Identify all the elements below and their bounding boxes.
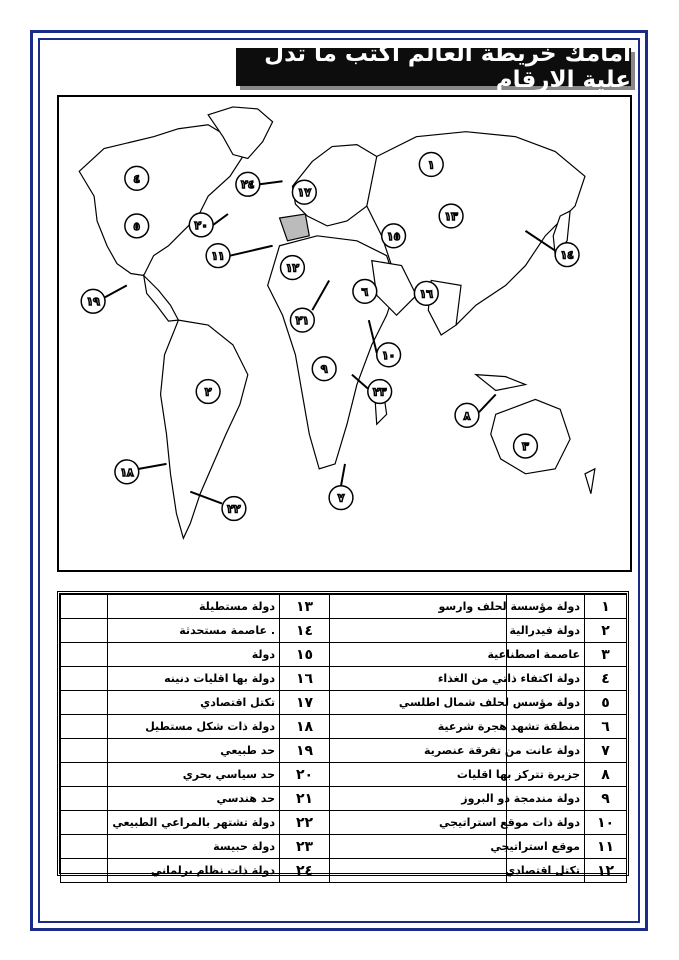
table-row — [61, 739, 627, 763]
item-description: دولة حبيسة — [108, 835, 280, 859]
map-marker-label: ١٣ — [444, 209, 458, 223]
item-description: دولة مستطيلة — [108, 595, 280, 619]
item-description: دولة ذات نظام برلماني — [108, 859, 280, 883]
item-number: ١٦ — [280, 667, 330, 691]
item-number: ١١ — [585, 835, 627, 859]
item-description: دولة ذات شكل مستطيل — [108, 715, 280, 739]
item-number: ٢٣ — [280, 835, 330, 859]
arrow — [230, 246, 273, 256]
item-number: ١٠ — [585, 811, 627, 835]
arrow — [213, 214, 228, 225]
arrow — [139, 464, 167, 469]
answer-cell[interactable] — [61, 595, 108, 619]
map-marker-label: ١٨ — [120, 465, 134, 479]
world-map-drawing — [59, 97, 630, 570]
answer-cell[interactable] — [330, 643, 507, 667]
item-description: دولة بها اقليات دنينه — [108, 667, 280, 691]
item-number: ٢٠ — [280, 763, 330, 787]
worksheet-title: امامك خريطة العالم اكتب ما تدل علية الارقام — [236, 48, 631, 86]
answer-cell[interactable] — [61, 739, 108, 763]
new-zealand-outline — [585, 469, 595, 494]
map-marker-label: ١١ — [211, 249, 225, 263]
item-number: ١٤ — [280, 619, 330, 643]
answer-cell[interactable] — [61, 787, 108, 811]
central-america-outline — [144, 275, 179, 321]
map-marker-label: ٣ — [522, 440, 529, 454]
map-marker-label: ٢٢ — [227, 502, 241, 516]
answer-cell[interactable] — [61, 859, 108, 883]
item-description: موقع استراتيجي — [507, 835, 585, 859]
table-row — [61, 835, 627, 859]
arrow — [341, 464, 345, 486]
answer-cell[interactable] — [61, 763, 108, 787]
answer-cell[interactable] — [61, 643, 108, 667]
item-number: ١٨ — [280, 715, 330, 739]
questions-table — [57, 591, 629, 879]
answer-cell[interactable] — [330, 859, 507, 883]
item-number: ٩ — [585, 787, 627, 811]
map-marker-label: ٤ — [133, 172, 141, 186]
map-marker-label: ١٢ — [285, 261, 300, 275]
item-description: دولة اكتفاء ذاتي من الغذاء — [507, 667, 585, 691]
arrow — [260, 181, 283, 184]
item-number: ١٧ — [280, 691, 330, 715]
item-description: تكتل اقتصادي — [507, 859, 585, 883]
table-row — [61, 691, 627, 715]
map-marker-label: ١٤ — [560, 248, 574, 262]
item-description: دولة مؤسس لحلف شمال اطلسي — [507, 691, 585, 715]
world-map — [57, 95, 632, 572]
item-number: ٢٤ — [280, 859, 330, 883]
table-row — [61, 619, 627, 643]
item-description: دولة — [108, 643, 280, 667]
table-row — [61, 859, 627, 883]
item-description: دولة فيدرالية — [507, 619, 585, 643]
map-marker-label: ١٠ — [381, 348, 396, 362]
item-number: ١ — [585, 595, 627, 619]
map-marker-label: ٢٤ — [241, 178, 255, 192]
map-marker-label: ١٦ — [419, 287, 433, 301]
answer-cell[interactable] — [330, 619, 507, 643]
item-number: ٦ — [585, 715, 627, 739]
table-row — [61, 595, 627, 619]
answer-cell[interactable] — [61, 691, 108, 715]
map-marker-label: ٩ — [320, 362, 328, 376]
item-description: تكتل اقتصادي — [108, 691, 280, 715]
item-description: . عاصمة مستحدثة — [108, 619, 280, 643]
map-marker-label: ١٩ — [86, 295, 100, 309]
answer-cell[interactable] — [61, 811, 108, 835]
item-number: ٨ — [585, 763, 627, 787]
item-description: دولة ذات موقع استراتيجي — [507, 811, 585, 835]
item-number: ٧ — [585, 739, 627, 763]
table-row — [61, 715, 627, 739]
item-description: دولة مؤسسة لحلف وارسو — [507, 595, 585, 619]
item-number: ٥ — [585, 691, 627, 715]
map-marker-label: ٢٣ — [373, 385, 387, 399]
item-number: ١٣ — [280, 595, 330, 619]
answer-cell[interactable] — [61, 715, 108, 739]
item-description: حد سياسي بحري — [108, 763, 280, 787]
item-description: عاصمة اصطناعية — [507, 643, 585, 667]
map-marker-label: ٨ — [463, 409, 471, 423]
table-row — [61, 763, 627, 787]
iberia-region — [280, 214, 310, 241]
item-description: دولة تشتهر بالمراعي الطبيعي — [108, 811, 280, 835]
answer-cell[interactable] — [330, 835, 507, 859]
item-number: ٢١ — [280, 787, 330, 811]
map-marker-label: ١٥ — [386, 229, 401, 243]
item-number: ٤ — [585, 667, 627, 691]
item-number: ٢ — [585, 619, 627, 643]
map-marker-label: ٧ — [337, 491, 345, 505]
item-number: ٢٢ — [280, 811, 330, 835]
map-marker-label: ٢٠ — [194, 218, 208, 232]
arrow — [479, 394, 496, 412]
item-description: حد طبيعي — [108, 739, 280, 763]
map-marker-label: ١ — [427, 158, 435, 172]
item-number: ١٩ — [280, 739, 330, 763]
map-marker-label: ١٧ — [297, 186, 311, 200]
answer-cell[interactable] — [61, 619, 108, 643]
table-row — [61, 787, 627, 811]
item-number: ١٥ — [280, 643, 330, 667]
table-row — [61, 643, 627, 667]
item-number: ١٢ — [585, 859, 627, 883]
item-description: دولة مندمجة ذو البروز — [507, 787, 585, 811]
map-marker-label: ٢١ — [295, 314, 310, 328]
table-row — [61, 811, 627, 835]
answer-cell[interactable] — [61, 835, 108, 859]
indonesia-outline — [476, 375, 526, 391]
table-row — [61, 667, 627, 691]
item-number: ٣ — [585, 643, 627, 667]
map-marker-label: ٢ — [204, 385, 212, 399]
item-description: جزيرة تتركز بها اقليات — [507, 763, 585, 787]
arrow — [105, 285, 127, 297]
item-description: دولة عانت من تفرقة عنصرية — [507, 739, 585, 763]
item-description: منطقة تشهد هجرة شرعية — [507, 715, 585, 739]
map-marker-label: ٦ — [361, 285, 369, 299]
map-marker-label: ٥ — [133, 219, 141, 233]
answer-cell[interactable] — [61, 667, 108, 691]
item-description: حد هندسي — [108, 787, 280, 811]
